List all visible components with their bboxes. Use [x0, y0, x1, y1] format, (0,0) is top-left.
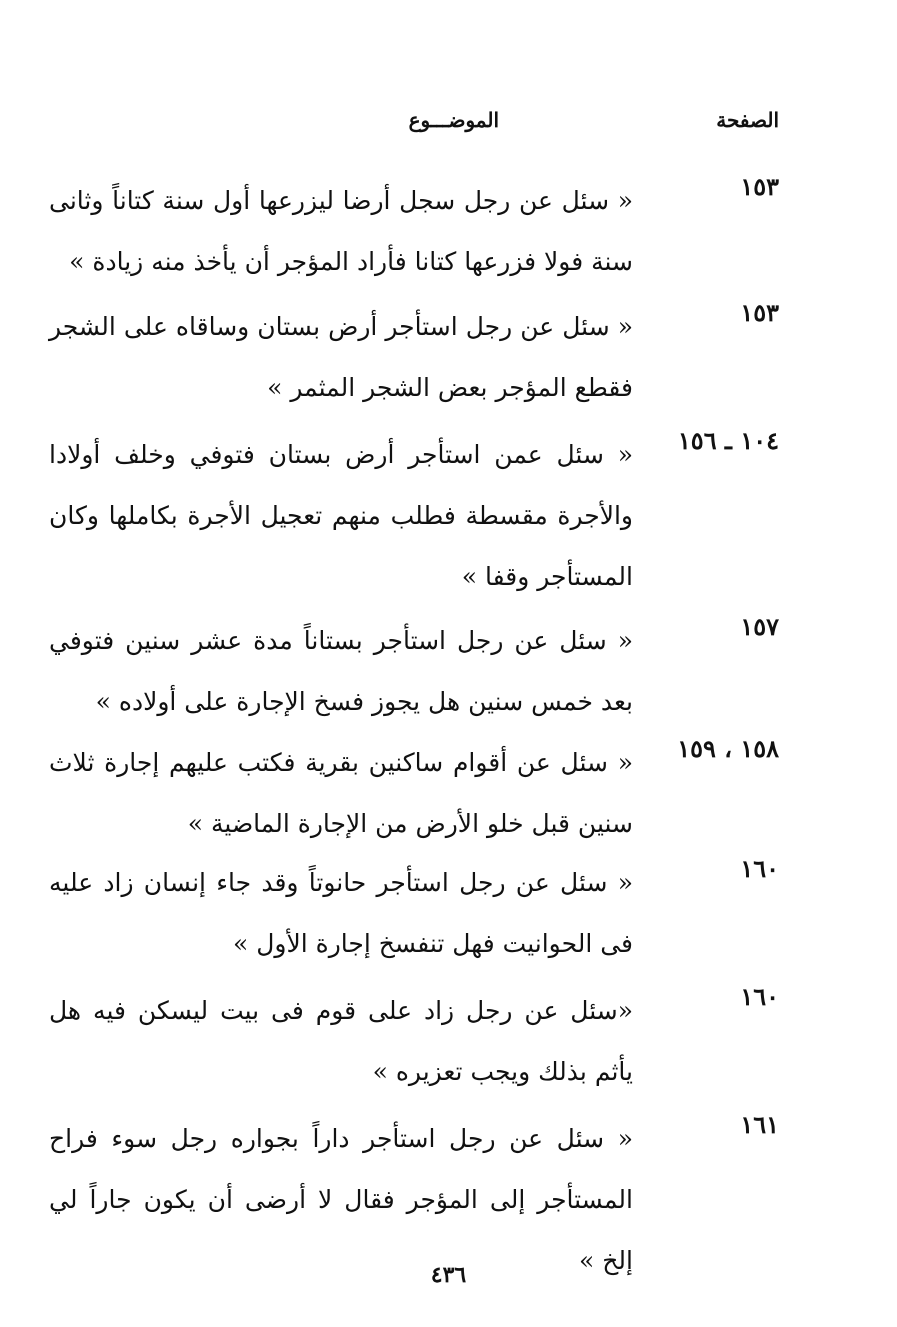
topic-column-header: الموضـــوع — [408, 108, 499, 132]
entry-text: « سئل عن رجل استأجر بستاناً مدة عشر سنين فتوفي بعد خمس سنين هل يجوز فسخ الإجارة على أولاده » — [49, 626, 633, 716]
entry-text: « سئل عن رجل استأجر حانوتاً وقد جاء إنسان زاد عليه فى الحوانيت فهل تنفسخ إجارة الأول » — [49, 868, 633, 958]
index-entry — [49, 732, 779, 852]
entry-page-number: ١٥٨ ، ١٥٩ — [677, 734, 779, 763]
entry-text: « سئل عن رجل سجل أرضا ليزرعها أول سنة كتاناً وثانى سنة فولا فزرعها كتانا فأراد المؤجر أن يأخذ منه زيادة » — [49, 186, 633, 276]
index-entry — [49, 852, 779, 980]
entry-page-number: ١٠٤ ـ ١٥٦ — [677, 426, 779, 455]
index-entry — [49, 424, 779, 610]
entry-page-number: ١٥٧ — [740, 612, 779, 641]
entry-text: « سئل عن رجل استأجر داراً بجواره رجل سوء فراح المستأجر إلى المؤجر فقال لا أرضى أن يكون جاراً لي إلخ » — [49, 1124, 633, 1275]
entry-text: « سئل عن رجل استأجر أرض بستان وساقاه على الشجر فقطع المؤجر بعض الشجر المثمر » — [49, 312, 633, 402]
index-entry — [49, 296, 779, 424]
page-number: ٤٣٦ — [430, 1262, 467, 1288]
entry-page-number: ١٦٠ — [740, 982, 779, 1011]
index-entry — [49, 610, 779, 732]
entry-page-number: ١٥٣ — [740, 172, 779, 201]
entry-page-number: ١٥٣ — [740, 298, 779, 327]
index-entry — [49, 980, 779, 1108]
table-header — [99, 108, 779, 142]
page-column-header: الصفحة — [716, 108, 779, 132]
entry-text: « سئل عن أقوام ساكنين بقرية فكتب عليهم إجارة ثلاث سنين قبل خلو الأرض من الإجارة الماضية » — [49, 748, 633, 838]
entry-text: « سئل عمن استأجر أرض بستان فتوفي وخلف أولادا والأجرة مقسطة فطلب منهم تعجيل الأجرة بكاملها وكان المستأجر وقفا » — [49, 440, 633, 591]
entry-page-number: ١٦٠ — [740, 854, 779, 883]
entry-text: «سئل عن رجل زاد على قوم فى بيت ليسكن فيه هل يأثم بذلك ويجب تعزيره » — [49, 996, 633, 1086]
index-entry — [49, 170, 779, 296]
entry-page-number: ١٦١ — [740, 1110, 779, 1139]
